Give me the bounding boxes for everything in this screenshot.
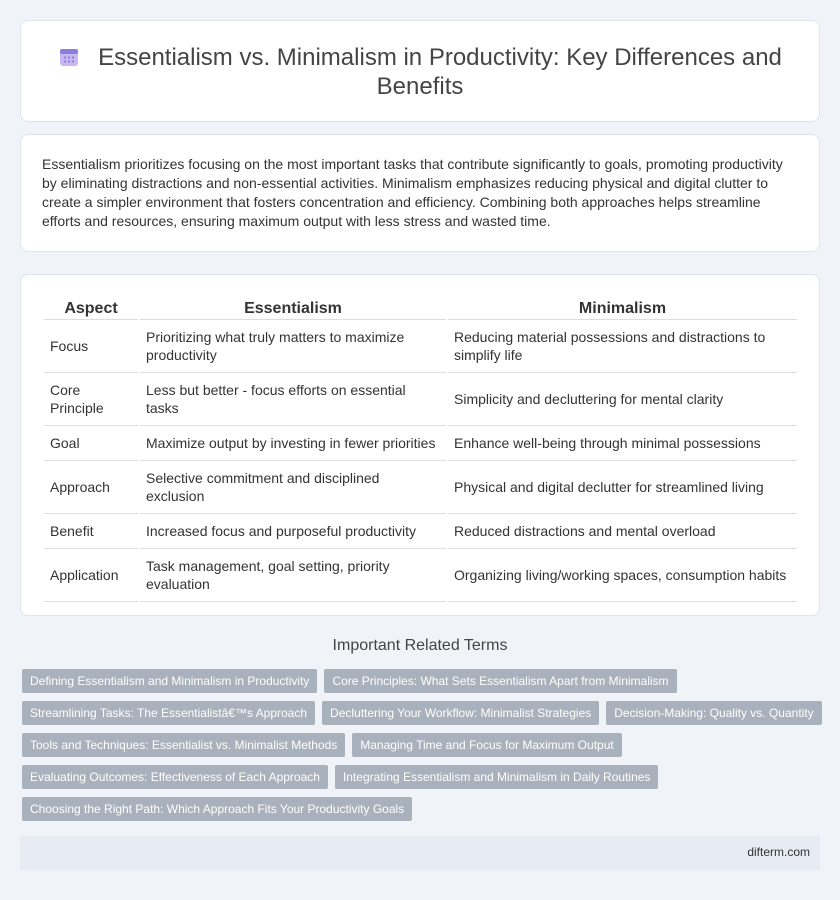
cell-minimalism: Reduced distractions and mental overload bbox=[448, 514, 797, 549]
related-term-link[interactable]: Decision-Making: Quality vs. Quantity bbox=[606, 701, 821, 725]
header-aspect: Aspect bbox=[44, 295, 138, 320]
cell-essentialism: Selective commitment and disciplined exclusion bbox=[140, 461, 446, 514]
cell-essentialism: Less but better - focus efforts on essential tasks bbox=[140, 373, 446, 426]
cell-aspect: Focus bbox=[44, 320, 138, 373]
cell-minimalism: Reducing material possessions and distractions to simplify life bbox=[448, 320, 797, 373]
footer-site-name[interactable]: difterm.com bbox=[747, 845, 810, 859]
cell-essentialism: Task management, goal setting, priority evaluation bbox=[140, 549, 446, 602]
page-title-text: Essentialism vs. Minimalism in Productivity: Key Differences and Benefits bbox=[98, 44, 782, 100]
cell-aspect: Benefit bbox=[44, 514, 138, 549]
table-row bbox=[44, 514, 797, 549]
comparison-card bbox=[20, 274, 820, 616]
table-row bbox=[44, 461, 797, 514]
footer bbox=[20, 836, 820, 870]
table-row bbox=[44, 549, 797, 602]
related-term-link[interactable]: Decluttering Your Workflow: Minimalist Strategies bbox=[322, 701, 599, 725]
cell-minimalism: Organizing living/working spaces, consumption habits bbox=[448, 549, 797, 602]
header-card bbox=[20, 20, 820, 122]
table-row bbox=[44, 373, 797, 426]
cell-essentialism: Maximize output by investing in fewer priorities bbox=[140, 426, 446, 461]
cell-essentialism: Increased focus and purposeful productivity bbox=[140, 514, 446, 549]
related-term-link[interactable]: Core Principles: What Sets Essentialism Apart from Minimalism bbox=[324, 669, 676, 693]
related-term-link[interactable]: Streamlining Tasks: The Essentialistâ€™s Approach bbox=[22, 701, 315, 725]
cell-aspect: Application bbox=[44, 549, 138, 602]
cell-aspect: Core Principle bbox=[44, 373, 138, 426]
cell-aspect: Goal bbox=[44, 426, 138, 461]
table-row bbox=[44, 426, 797, 461]
related-terms-list bbox=[22, 669, 822, 821]
related-term-link[interactable]: Choosing the Right Path: Which Approach Fits Your Productivity Goals bbox=[22, 797, 412, 821]
related-term-link[interactable]: Integrating Essentialism and Minimalism in Daily Routines bbox=[335, 765, 658, 789]
header-minimalism: Minimalism bbox=[448, 295, 797, 320]
related-terms-heading: Important Related Terms bbox=[332, 637, 508, 654]
related-term-link[interactable]: Defining Essentialism and Minimalism in Productivity bbox=[22, 669, 317, 693]
cell-minimalism: Enhance well-being through minimal possessions bbox=[448, 426, 797, 461]
cell-minimalism: Simplicity and decluttering for mental clarity bbox=[448, 373, 797, 426]
table-header-row bbox=[44, 295, 797, 320]
intro-card bbox=[20, 134, 820, 252]
calendar-icon bbox=[58, 46, 80, 68]
cell-aspect: Approach bbox=[44, 461, 138, 514]
related-term-link[interactable]: Managing Time and Focus for Maximum Output bbox=[352, 733, 621, 757]
table-row bbox=[44, 320, 797, 373]
intro-paragraph: Essentialism prioritizes focusing on the most important tasks that contribute significantly to goals, promoting productivity by eliminating distractions and non-essential activities. Minimalism emphasizes reducing physical and digital clutter to create a simpler environment that fosters concentration and efficiency. Combining both approaches helps streamline efforts and resources, ensuring maximum output with less stress and wasted time. bbox=[42, 156, 783, 229]
related-term-link[interactable]: Tools and Techniques: Essentialist vs. Minimalist Methods bbox=[22, 733, 345, 757]
title-wrap bbox=[51, 43, 789, 101]
comparison-table bbox=[42, 295, 799, 602]
related-term-link[interactable]: Evaluating Outcomes: Effectiveness of Each Approach bbox=[22, 765, 328, 789]
header-essentialism: Essentialism bbox=[140, 295, 446, 320]
cell-essentialism: Prioritizing what truly matters to maximize productivity bbox=[140, 320, 446, 373]
page-title bbox=[51, 43, 789, 101]
cell-minimalism: Physical and digital declutter for streamlined living bbox=[448, 461, 797, 514]
